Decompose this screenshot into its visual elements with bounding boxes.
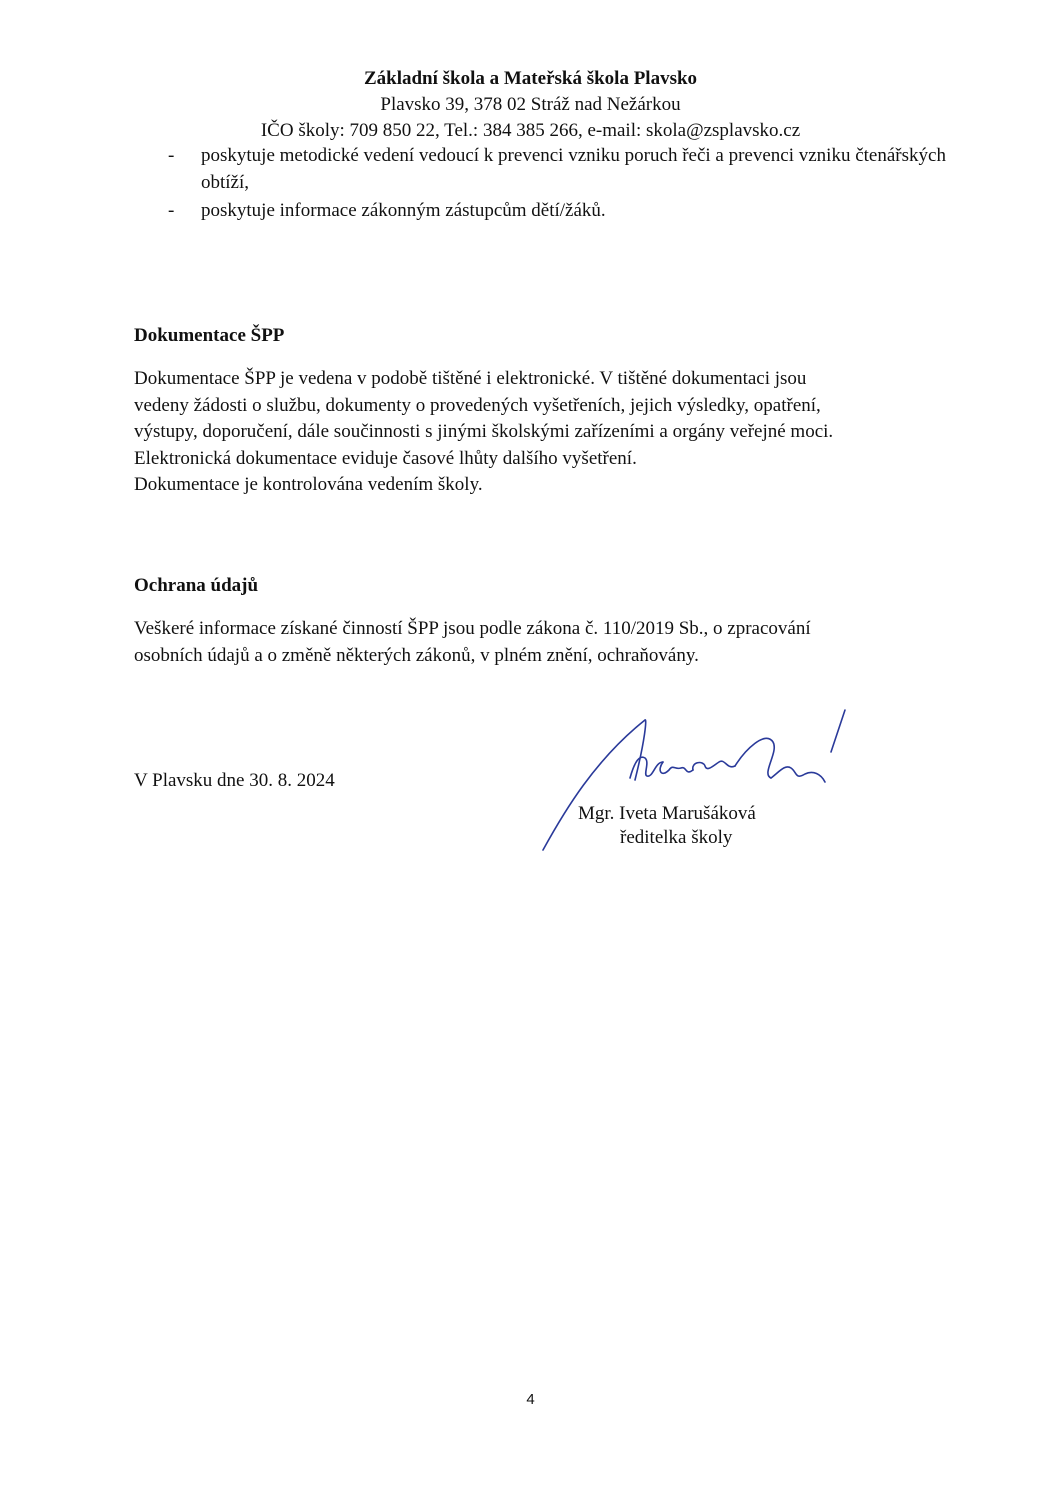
duties-list xyxy=(168,142,968,225)
school-address: Plavsko 39, 378 02 Stráž nad Nežárkou xyxy=(380,94,681,115)
documentation-heading: Dokumentace ŠPP xyxy=(134,325,285,346)
paragraph-line: vedeny žádosti o službu, dokumenty o provedených vyšetřeních, jejich výsledky, opatření, xyxy=(134,394,821,416)
paragraph-line: Dokumentace ŠPP je vedena v podobě tištěné i elektronické. V tištěné dokumentaci jsou xyxy=(134,368,807,389)
documentation-paragraph xyxy=(134,366,964,499)
list-dash: - xyxy=(168,145,175,166)
paragraph-line: Elektronická dokumentace eviduje časové lhůty dalšího vyšetření. xyxy=(134,447,637,469)
list-item xyxy=(168,142,968,196)
school-contacts: IČO školy: 709 850 22, Tel.: 384 385 266, e-mail: skola@zsplavsko.cz xyxy=(260,120,801,141)
list-item-text: poskytuje informace zákonným zástupcům dětí/žáků. xyxy=(201,200,606,221)
signatory-name: Mgr. Iveta Marušáková xyxy=(578,803,756,824)
paragraph-line: výstupy, doporučení, dále součinnosti s jinými školskými zařízeními a orgány veřejné moci. xyxy=(134,421,834,442)
data-protection-paragraph xyxy=(134,616,964,669)
place-and-date: V Plavsku dne 30. 8. 2024 xyxy=(134,770,335,791)
page-number: 4 xyxy=(526,1391,535,1408)
signatory-title: ředitelka školy xyxy=(620,827,733,848)
paragraph-line: osobních údajů a o změně některých zákonů, v plném znění, ochraňovány. xyxy=(134,644,699,666)
paragraph-line: Dokumentace je kontrolována vedením školy. xyxy=(134,474,483,495)
letterhead xyxy=(0,66,1061,144)
list-item xyxy=(168,197,968,224)
data-protection-heading: Ochrana údajů xyxy=(134,575,259,596)
list-item-text: poskytuje metodické vedení vedoucí k prevenci vzniku poruch řeči a prevenci vzniku čtenářských obtíží, xyxy=(201,145,946,193)
list-dash: - xyxy=(168,200,175,221)
paragraph-line: Veškeré informace získané činností ŠPP jsou podle zákona č. 110/2019 Sb., o zpracování xyxy=(134,618,811,639)
school-name: Základní škola a Mateřská škola Plavsko xyxy=(363,68,698,89)
